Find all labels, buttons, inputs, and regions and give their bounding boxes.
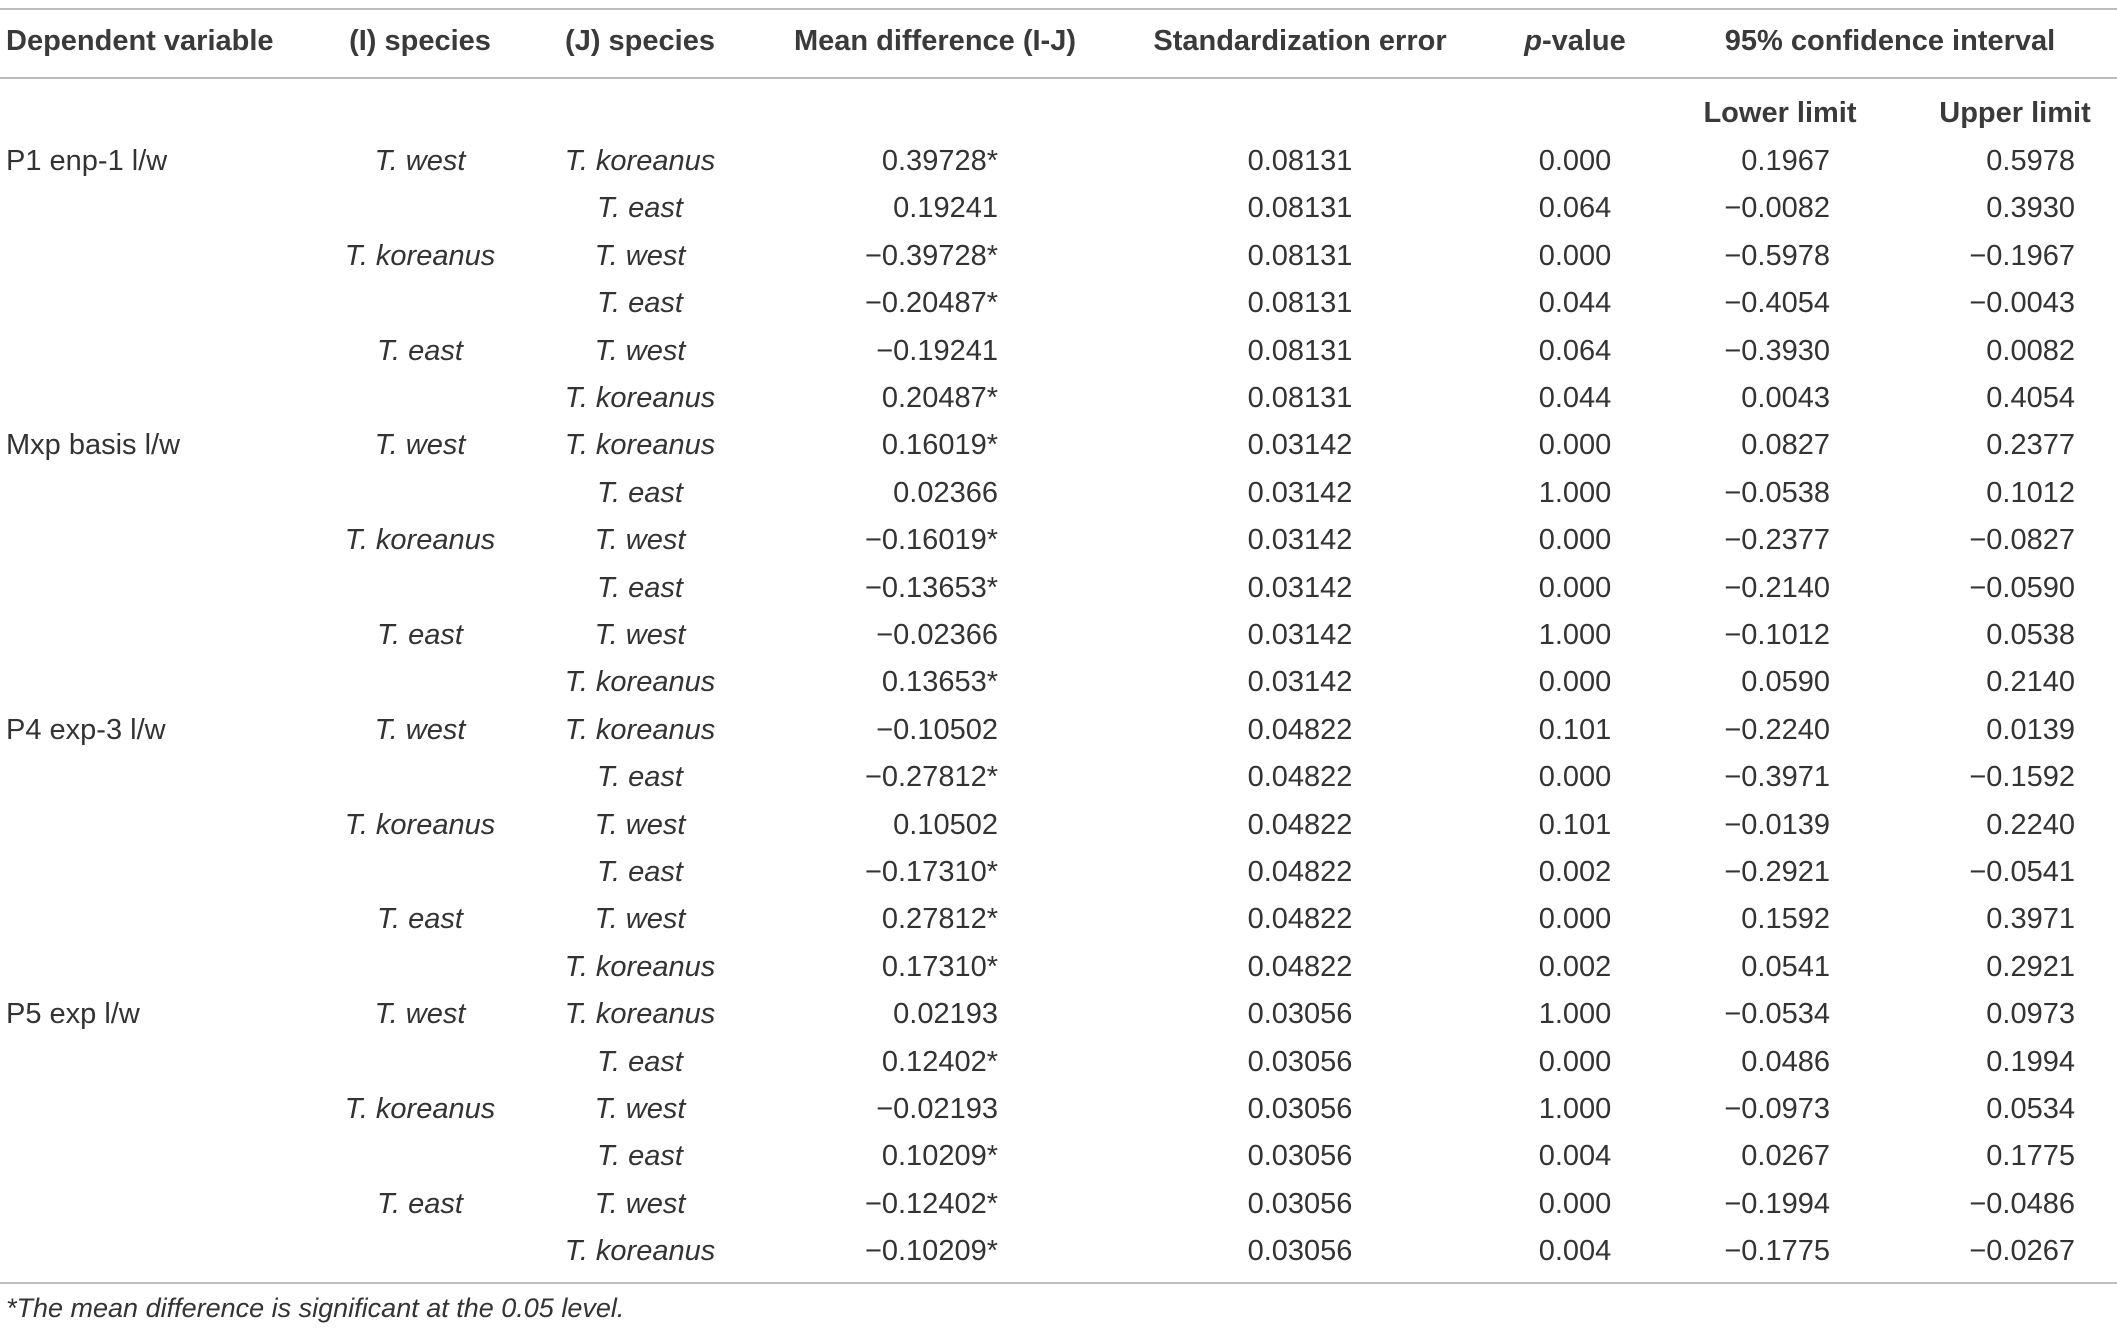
cell-lower-limit: −0.0139 bbox=[1724, 809, 1830, 841]
cell-upper-limit: 0.2921 bbox=[1986, 951, 2075, 983]
cell-lower-limit: 0.0541 bbox=[1741, 951, 1830, 983]
cell-i-species: T. koreanus bbox=[344, 1093, 496, 1125]
cell-standardization-error: 0.08131 bbox=[1247, 240, 1353, 272]
cell-mean-difference: 0.02366 bbox=[893, 477, 998, 509]
cell-mean-difference: −0.02193 bbox=[876, 1093, 998, 1125]
cell-lower-limit: −0.2921 bbox=[1724, 856, 1830, 888]
cell-upper-limit: 0.5978 bbox=[1986, 145, 2075, 177]
cell-j-species: T. west bbox=[594, 335, 686, 367]
cell-j-species: T. west bbox=[594, 1188, 686, 1220]
header-standardization-error: Standardization error bbox=[1153, 25, 1447, 57]
cell-i-species: T. west bbox=[374, 998, 466, 1030]
cell-p-value: 0.000 bbox=[1538, 572, 1612, 604]
cell-standardization-error: 0.04822 bbox=[1247, 903, 1353, 935]
cell-lower-limit: −0.1775 bbox=[1724, 1235, 1830, 1267]
cell-standardization-error: 0.03056 bbox=[1247, 1235, 1353, 1267]
cell-j-species: T. koreanus bbox=[564, 382, 716, 414]
cell-p-value: 0.000 bbox=[1538, 1188, 1612, 1220]
cell-standardization-error: 0.03142 bbox=[1247, 429, 1353, 461]
cell-p-value: 0.004 bbox=[1538, 1140, 1612, 1172]
cell-j-species: T. west bbox=[594, 240, 686, 272]
cell-standardization-error: 0.03142 bbox=[1247, 666, 1353, 698]
cell-dependent-variable: P1 enp-1 l/w bbox=[6, 145, 168, 177]
cell-upper-limit: 0.0973 bbox=[1986, 998, 2075, 1030]
cell-standardization-error: 0.03142 bbox=[1247, 572, 1353, 604]
cell-upper-limit: −0.0267 bbox=[1969, 1235, 2075, 1267]
cell-mean-difference: 0.19241 bbox=[893, 192, 998, 224]
cell-j-species: T. east bbox=[597, 856, 683, 888]
cell-standardization-error: 0.08131 bbox=[1247, 335, 1353, 367]
table-top-rule bbox=[0, 8, 2117, 10]
cell-lower-limit: 0.0827 bbox=[1741, 429, 1830, 461]
cell-lower-limit: −0.2240 bbox=[1724, 714, 1830, 746]
cell-lower-limit: −0.1012 bbox=[1724, 619, 1830, 651]
cell-i-species: T. east bbox=[377, 619, 463, 651]
header-j-species: (J) species bbox=[565, 25, 715, 57]
cell-i-species: T. west bbox=[374, 429, 466, 461]
cell-upper-limit: 0.4054 bbox=[1986, 382, 2075, 414]
cell-upper-limit: −0.0043 bbox=[1969, 287, 2075, 319]
cell-j-species: T. west bbox=[594, 524, 686, 556]
cell-mean-difference: −0.20487* bbox=[864, 287, 998, 319]
cell-lower-limit: 0.0590 bbox=[1741, 666, 1830, 698]
cell-lower-limit: −0.2140 bbox=[1724, 572, 1830, 604]
cell-j-species: T. koreanus bbox=[564, 429, 716, 461]
cell-upper-limit: 0.1775 bbox=[1986, 1140, 2075, 1172]
cell-p-value: 0.000 bbox=[1538, 1046, 1612, 1078]
cell-i-species: T. west bbox=[374, 714, 466, 746]
cell-mean-difference: −0.19241 bbox=[876, 335, 998, 367]
cell-p-value: 0.101 bbox=[1538, 714, 1612, 746]
cell-lower-limit: −0.0538 bbox=[1724, 477, 1830, 509]
header-p-letter: p bbox=[1524, 25, 1542, 57]
cell-standardization-error: 0.04822 bbox=[1247, 809, 1353, 841]
cell-mean-difference: −0.12402* bbox=[864, 1188, 998, 1220]
cell-j-species: T. west bbox=[594, 1093, 686, 1125]
cell-lower-limit: −0.0534 bbox=[1724, 998, 1830, 1030]
cell-standardization-error: 0.03056 bbox=[1247, 1046, 1353, 1078]
cell-i-species: T. koreanus bbox=[344, 809, 496, 841]
cell-mean-difference: −0.10209* bbox=[864, 1235, 998, 1267]
cell-upper-limit: 0.1012 bbox=[1986, 477, 2075, 509]
cell-j-species: T. koreanus bbox=[564, 951, 716, 983]
cell-j-species: T. east bbox=[597, 1140, 683, 1172]
cell-j-species: T. east bbox=[597, 1046, 683, 1078]
cell-p-value: 0.044 bbox=[1538, 382, 1612, 414]
cell-standardization-error: 0.03142 bbox=[1247, 619, 1353, 651]
cell-p-value: 1.000 bbox=[1538, 998, 1612, 1030]
cell-p-value: 0.000 bbox=[1538, 524, 1612, 556]
cell-mean-difference: 0.13653* bbox=[881, 666, 998, 698]
cell-mean-difference: 0.12402* bbox=[881, 1046, 998, 1078]
cell-lower-limit: 0.1967 bbox=[1741, 145, 1830, 177]
cell-lower-limit: −0.2377 bbox=[1724, 524, 1830, 556]
cell-lower-limit: 0.0267 bbox=[1741, 1140, 1830, 1172]
cell-standardization-error: 0.03056 bbox=[1247, 998, 1353, 1030]
cell-j-species: T. east bbox=[597, 287, 683, 319]
header-dependent-variable: Dependent variable bbox=[6, 25, 274, 57]
cell-p-value: 0.064 bbox=[1538, 192, 1612, 224]
cell-upper-limit: −0.0827 bbox=[1969, 524, 2075, 556]
header-upper-limit: Upper limit bbox=[1939, 97, 2091, 129]
cell-upper-limit: −0.1967 bbox=[1969, 240, 2075, 272]
cell-mean-difference: 0.02193 bbox=[893, 998, 998, 1030]
cell-lower-limit: −0.0973 bbox=[1724, 1093, 1830, 1125]
cell-lower-limit: −0.4054 bbox=[1724, 287, 1830, 319]
cell-standardization-error: 0.04822 bbox=[1247, 856, 1353, 888]
cell-standardization-error: 0.08131 bbox=[1247, 382, 1353, 414]
cell-upper-limit: 0.2377 bbox=[1986, 429, 2075, 461]
cell-j-species: T. koreanus bbox=[564, 666, 716, 698]
header-p-value bbox=[1480, 24, 1670, 58]
cell-standardization-error: 0.03142 bbox=[1247, 477, 1353, 509]
cell-j-species: T. west bbox=[594, 809, 686, 841]
cell-j-species: T. east bbox=[597, 192, 683, 224]
cell-lower-limit: −0.1994 bbox=[1724, 1188, 1830, 1220]
cell-standardization-error: 0.03056 bbox=[1247, 1093, 1353, 1125]
cell-j-species: T. west bbox=[594, 619, 686, 651]
cell-lower-limit: 0.0043 bbox=[1741, 382, 1830, 414]
cell-p-value: 0.000 bbox=[1538, 666, 1612, 698]
cell-lower-limit: −0.3971 bbox=[1724, 761, 1830, 793]
cell-standardization-error: 0.03056 bbox=[1247, 1140, 1353, 1172]
cell-mean-difference: 0.10209* bbox=[881, 1140, 998, 1172]
cell-i-species: T. koreanus bbox=[344, 524, 496, 556]
cell-i-species: T. east bbox=[377, 1188, 463, 1220]
cell-mean-difference: 0.20487* bbox=[881, 382, 998, 414]
cell-p-value: 1.000 bbox=[1538, 1093, 1612, 1125]
cell-j-species: T. koreanus bbox=[564, 998, 716, 1030]
cell-lower-limit: 0.1592 bbox=[1741, 903, 1830, 935]
cell-p-value: 0.004 bbox=[1538, 1235, 1612, 1267]
cell-mean-difference: −0.13653* bbox=[864, 572, 998, 604]
cell-mean-difference: 0.17310* bbox=[881, 951, 998, 983]
cell-i-species: T. east bbox=[377, 335, 463, 367]
cell-dependent-variable: Mxp basis l/w bbox=[6, 429, 181, 461]
cell-p-value: 0.101 bbox=[1538, 809, 1612, 841]
cell-dependent-variable: P5 exp l/w bbox=[6, 998, 140, 1030]
cell-upper-limit: −0.0486 bbox=[1969, 1188, 2075, 1220]
cell-upper-limit: 0.2240 bbox=[1986, 809, 2075, 841]
cell-p-value: 0.000 bbox=[1538, 240, 1612, 272]
table-footnote: *The mean difference is significant at the 0.05 level. bbox=[6, 1293, 625, 1323]
cell-j-species: T. koreanus bbox=[564, 1235, 716, 1267]
cell-mean-difference: −0.39728* bbox=[864, 240, 998, 272]
cell-mean-difference: −0.02366 bbox=[876, 619, 998, 651]
cell-lower-limit: −0.3930 bbox=[1724, 335, 1830, 367]
cell-j-species: T. koreanus bbox=[564, 714, 716, 746]
header-confidence-interval: 95% confidence interval bbox=[1724, 25, 2056, 57]
cell-standardization-error: 0.04822 bbox=[1247, 761, 1353, 793]
cell-upper-limit: 0.0139 bbox=[1986, 714, 2075, 746]
cell-p-value: 0.000 bbox=[1538, 903, 1612, 935]
cell-upper-limit: 0.0538 bbox=[1986, 619, 2075, 651]
header-p-suffix: -value bbox=[1541, 25, 1626, 57]
cell-j-species: T. east bbox=[597, 477, 683, 509]
cell-p-value: 0.002 bbox=[1538, 951, 1612, 983]
cell-standardization-error: 0.03056 bbox=[1247, 1188, 1353, 1220]
cell-p-value: 1.000 bbox=[1538, 477, 1612, 509]
cell-i-species: T. west bbox=[374, 145, 466, 177]
cell-upper-limit: −0.0541 bbox=[1969, 856, 2075, 888]
cell-upper-limit: 0.2140 bbox=[1986, 666, 2075, 698]
cell-p-value: 0.064 bbox=[1538, 335, 1612, 367]
cell-standardization-error: 0.04822 bbox=[1247, 714, 1353, 746]
cell-mean-difference: −0.27812* bbox=[864, 761, 998, 793]
header-i-species: (I) species bbox=[349, 25, 491, 57]
cell-mean-difference: −0.16019* bbox=[864, 524, 998, 556]
cell-standardization-error: 0.03142 bbox=[1247, 524, 1353, 556]
cell-i-species: T. east bbox=[377, 903, 463, 935]
header-mean-difference: Mean difference (I-J) bbox=[794, 25, 1076, 57]
cell-mean-difference: 0.27812* bbox=[881, 903, 998, 935]
cell-mean-difference: 0.16019* bbox=[881, 429, 998, 461]
table-bottom-rule bbox=[0, 1282, 2117, 1284]
cell-lower-limit: −0.5978 bbox=[1724, 240, 1830, 272]
cell-standardization-error: 0.08131 bbox=[1247, 145, 1353, 177]
cell-dependent-variable: P4 exp-3 l/w bbox=[6, 714, 166, 746]
cell-j-species: T. west bbox=[594, 903, 686, 935]
cell-upper-limit: −0.1592 bbox=[1969, 761, 2075, 793]
cell-standardization-error: 0.08131 bbox=[1247, 192, 1353, 224]
cell-upper-limit: 0.3971 bbox=[1986, 903, 2075, 935]
cell-j-species: T. koreanus bbox=[564, 145, 716, 177]
header-rule bbox=[0, 77, 2117, 79]
cell-upper-limit: 0.0082 bbox=[1986, 335, 2075, 367]
cell-upper-limit: 0.3930 bbox=[1986, 192, 2075, 224]
cell-p-value: 0.000 bbox=[1538, 145, 1612, 177]
cell-lower-limit: 0.0486 bbox=[1741, 1046, 1830, 1078]
cell-upper-limit: 0.1994 bbox=[1986, 1046, 2075, 1078]
cell-j-species: T. east bbox=[597, 761, 683, 793]
cell-mean-difference: 0.10502 bbox=[893, 809, 998, 841]
cell-mean-difference: −0.17310* bbox=[864, 856, 998, 888]
header-lower-limit: Lower limit bbox=[1703, 97, 1857, 129]
cell-standardization-error: 0.04822 bbox=[1247, 951, 1353, 983]
cell-upper-limit: −0.0590 bbox=[1969, 572, 2075, 604]
cell-j-species: T. east bbox=[597, 572, 683, 604]
cell-p-value: 0.044 bbox=[1538, 287, 1612, 319]
cell-standardization-error: 0.08131 bbox=[1247, 287, 1353, 319]
cell-lower-limit: −0.0082 bbox=[1724, 192, 1830, 224]
cell-i-species: T. koreanus bbox=[344, 240, 496, 272]
cell-upper-limit: 0.0534 bbox=[1986, 1093, 2075, 1125]
cell-mean-difference: −0.10502 bbox=[876, 714, 998, 746]
cell-p-value: 0.000 bbox=[1538, 429, 1612, 461]
cell-p-value: 1.000 bbox=[1538, 619, 1612, 651]
cell-p-value: 0.002 bbox=[1538, 856, 1612, 888]
cell-p-value: 0.000 bbox=[1538, 761, 1612, 793]
cell-mean-difference: 0.39728* bbox=[881, 145, 998, 177]
